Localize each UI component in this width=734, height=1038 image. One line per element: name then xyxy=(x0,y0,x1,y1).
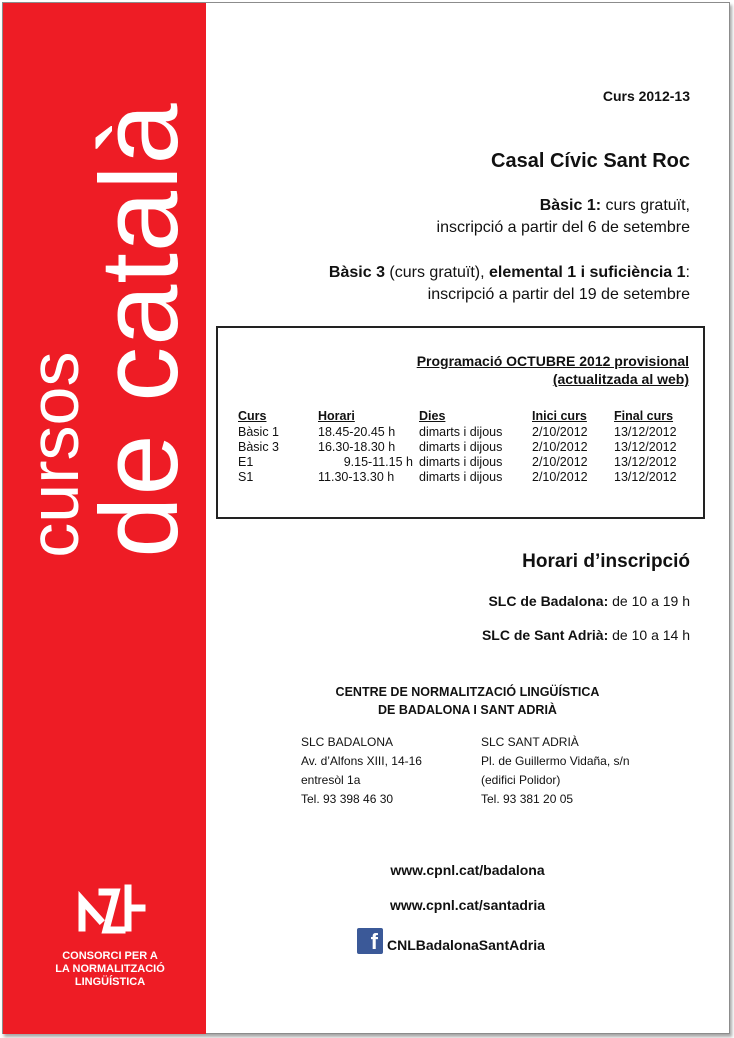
badalona-label: SLC de Badalona: xyxy=(488,593,609,609)
table-cell: dimarts i dijous xyxy=(419,455,503,469)
centre-name-line: DE BADALONA I SANT ADRIÀ xyxy=(378,703,557,717)
table-row xyxy=(238,455,702,470)
address-line: SLC BADALONA xyxy=(301,735,394,749)
basic1-paragraph xyxy=(437,195,690,239)
table-cell: 2/10/2012 xyxy=(532,470,588,484)
address-line: entresòl 1a xyxy=(301,773,361,787)
address-line: Tel. 93 381 20 05 xyxy=(481,792,574,806)
table-row xyxy=(238,425,702,440)
table-cell: dimarts i dijous xyxy=(419,425,503,439)
table-cell: 2/10/2012 xyxy=(532,425,588,439)
col-header: Curs xyxy=(238,409,267,423)
title-line-cursos: cursos xyxy=(15,351,93,558)
address-line: Pl. de Guillermo Vidaña, s/n xyxy=(481,754,630,768)
col-header: Final curs xyxy=(614,409,674,423)
levels-label: elemental 1 i suficiència 1 xyxy=(489,264,686,281)
table-row xyxy=(238,440,702,455)
course-year: Curs 2012-13 xyxy=(602,88,690,104)
table-cell: dimarts i dijous xyxy=(419,470,503,484)
levels-paragraph xyxy=(329,262,690,306)
address-line: Tel. 93 398 46 30 xyxy=(301,792,394,806)
table-cell: 16.30-18.30 h xyxy=(318,440,396,454)
badalona-address xyxy=(301,733,422,809)
basic3-label: Bàsic 3 xyxy=(328,264,385,281)
badalona-hours-value: de 10 a 19 h xyxy=(608,593,690,609)
santadria-label: SLC de Sant Adrià: xyxy=(481,627,609,643)
table-cell: 11.30-13.30 h xyxy=(318,470,395,484)
address-line: SLC SANT ADRIÀ xyxy=(481,735,579,749)
vertical-title xyxy=(15,102,201,558)
logo-line: LA NORMALITZACIÓ xyxy=(55,963,165,975)
table-cell: 13/12/2012 xyxy=(614,440,677,454)
colon: : xyxy=(685,264,690,281)
table-cell: E1 xyxy=(238,455,254,469)
centre-name xyxy=(240,683,695,719)
col-header: Horari xyxy=(318,409,355,423)
table-cell: 2/10/2012 xyxy=(532,440,588,454)
table-header-row xyxy=(238,408,702,425)
address-line: Av. d’Alfons XIII, 14-16 xyxy=(301,754,422,768)
levels-enrollment: inscripció a partir del 19 de setembre xyxy=(427,286,690,303)
schedule-table xyxy=(238,408,702,485)
table-cell: 18.45-20.45 h xyxy=(318,425,396,439)
santadria-hours xyxy=(482,627,690,643)
badalona-hours xyxy=(488,593,690,609)
enrollment-title: Horari d’inscripció xyxy=(522,551,690,572)
col-header: Inici curs xyxy=(532,409,587,423)
santadria-hours-value: de 10 a 14 h xyxy=(608,627,690,643)
table-row xyxy=(238,470,702,485)
venue-title: Casal Cívic Sant Roc xyxy=(491,150,690,172)
title-line-de-catala: de català xyxy=(78,102,201,558)
table-cell: S1 xyxy=(238,470,254,484)
table-cell: 9.15-11.15 h xyxy=(343,455,413,469)
table-cell: Bàsic 1 xyxy=(238,425,279,439)
table-cell: dimarts i dijous xyxy=(419,440,503,454)
table-cell: Bàsic 3 xyxy=(238,440,279,454)
schedule-box xyxy=(216,326,705,519)
basic1-label: Bàsic 1: xyxy=(539,197,602,214)
schedule-title-line: Programació OCTUBRE 2012 provisional xyxy=(416,353,689,369)
logo-line: CONSORCI PER A xyxy=(62,950,158,962)
logo-line: LINGÜÍSTICA xyxy=(74,976,146,988)
web-link-santadria[interactable]: www.cpnl.cat/santadria xyxy=(389,897,546,913)
facebook-handle: CNLBadalonaSantAdria xyxy=(387,937,545,953)
facebook-link[interactable] xyxy=(357,928,545,954)
logo-caption xyxy=(40,950,180,989)
cpnl-logo-icon xyxy=(72,880,150,940)
address-line: (edifici Polidor) xyxy=(481,773,561,787)
table-cell: 13/12/2012 xyxy=(614,455,677,469)
col-header: Dies xyxy=(419,409,446,423)
schedule-subtitle: (actualitzada al web) xyxy=(552,371,689,387)
basic3-note: (curs gratuït), xyxy=(384,264,489,281)
basic1-note: curs gratuït, xyxy=(601,197,690,214)
centre-name-line: CENTRE DE NORMALITZACIÓ LINGÜÍSTICA xyxy=(335,685,600,699)
web-link-badalona[interactable]: www.cpnl.cat/badalona xyxy=(390,862,545,878)
schedule-title xyxy=(417,352,689,388)
table-cell: 13/12/2012 xyxy=(614,425,677,439)
table-cell: 13/12/2012 xyxy=(614,470,677,484)
basic1-enrollment: inscripció a partir del 6 de setembre xyxy=(436,219,690,236)
santadria-address xyxy=(481,733,630,809)
table-cell: 2/10/2012 xyxy=(532,455,588,469)
facebook-icon: f xyxy=(357,928,383,954)
